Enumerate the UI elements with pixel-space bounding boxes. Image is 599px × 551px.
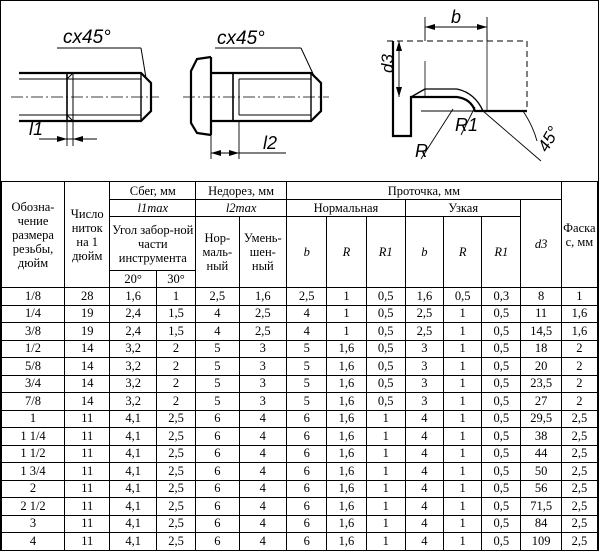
table-cell: 4 (405, 498, 443, 516)
table-cell: 14,5 (521, 323, 561, 341)
table-cell: 1,6 (561, 323, 597, 341)
table-cell: 4,1 (110, 445, 156, 463)
table-cell: 1,6 (239, 288, 287, 306)
table-cell: 1 (444, 533, 482, 551)
table-cell: 1 (444, 498, 482, 516)
table-cell: 1,6 (327, 375, 366, 393)
thread-dimensions-table (1, 181, 598, 551)
table-cell: 1 1/2 (2, 445, 65, 463)
table-row (2, 393, 598, 411)
header-angle-30: 30° (156, 271, 195, 288)
table-cell: 4 (239, 498, 287, 516)
table-cell: 2 (561, 393, 597, 411)
table-cell: 0,5 (482, 515, 521, 533)
table-cell: 2,4 (110, 305, 156, 323)
table-cell: 1,5 (156, 305, 195, 323)
table-cell: 3 (239, 358, 287, 376)
table-cell: 4,1 (110, 498, 156, 516)
table-cell: 2,5 (561, 515, 597, 533)
table-cell: 44 (521, 445, 561, 463)
table-cell: 1,6 (327, 358, 366, 376)
table-cell: 4,1 (110, 480, 156, 498)
table-cell: 6 (287, 480, 327, 498)
table-cell: 4 (239, 463, 287, 481)
table-cell: 1 3/4 (2, 463, 65, 481)
table-cell: 2,5 (561, 533, 597, 551)
table-row (2, 410, 598, 428)
table-cell: 4 (405, 463, 443, 481)
table-cell: 3,2 (110, 358, 156, 376)
figure-thread-undercut (183, 48, 329, 159)
table-cell: 3 (405, 375, 443, 393)
header-groove-normal: Нормальная (287, 200, 406, 217)
table-cell: 2 1/2 (2, 498, 65, 516)
table-cell: 1,6 (327, 515, 366, 533)
table-cell: 1 (366, 410, 405, 428)
header-designation: Обозна-чение размера резьбы, дюйм (2, 182, 65, 288)
table-cell: 14 (65, 340, 110, 358)
table-cell: 0,5 (482, 498, 521, 516)
table-cell: 1/8 (2, 288, 65, 306)
table-cell: 2,5 (405, 305, 443, 323)
table-cell: 3 (239, 340, 287, 358)
table-cell: 1,6 (327, 340, 366, 358)
table-cell: 6 (196, 445, 239, 463)
table-cell: 3 (405, 393, 443, 411)
header-groove: Проточка, мм (287, 182, 562, 200)
header-runout: Сбег, мм (110, 182, 196, 200)
table-cell: 2,5 (561, 480, 597, 498)
table-cell: 2,5 (561, 498, 597, 516)
table-cell: 4 (405, 445, 443, 463)
table-cell: 1,6 (327, 533, 366, 551)
table-cell: 1 (366, 463, 405, 481)
table-cell: 2,5 (561, 463, 597, 481)
fig3-R1-label: R1 (455, 115, 479, 135)
table-cell: 1 (366, 445, 405, 463)
table-cell: 0,5 (482, 323, 521, 341)
table-cell: 4 (287, 323, 327, 341)
table-cell: 1 (366, 498, 405, 516)
table-cell: 28 (65, 288, 110, 306)
table-cell: 1 (444, 445, 482, 463)
table-cell: 6 (196, 498, 239, 516)
fig3-R-label: R (415, 141, 428, 161)
table-cell: 1/2 (2, 340, 65, 358)
table-cell: 1,6 (405, 288, 443, 306)
table-cell: 18 (521, 340, 561, 358)
table-cell: 1 (2, 410, 65, 428)
table-cell: 1 (444, 393, 482, 411)
table-cell: 0,5 (482, 305, 521, 323)
table-cell: 84 (521, 515, 561, 533)
header-normal-b: b (287, 217, 327, 288)
table-cell: 2,5 (196, 288, 239, 306)
table-cell: 5 (196, 340, 239, 358)
header-narrow-R1: R1 (482, 217, 521, 288)
table-cell: 2,5 (561, 445, 597, 463)
table-cell: 6 (287, 428, 327, 446)
table-cell: 2,5 (561, 428, 597, 446)
fig3-angle-label: 45° (534, 123, 564, 155)
table-cell: 3 (405, 340, 443, 358)
table-cell: 1,6 (110, 288, 156, 306)
table-cell: 3/8 (2, 323, 65, 341)
table-cell: 5 (287, 340, 327, 358)
table-cell: 1,6 (327, 428, 366, 446)
header-chamfer: Фаска с, мм (561, 182, 597, 288)
table-cell: 2 (156, 393, 195, 411)
table-cell: 1 (327, 305, 366, 323)
table-row (2, 358, 598, 376)
table-cell: 3,2 (110, 340, 156, 358)
table-cell: 1 (327, 288, 366, 306)
table-cell: 4 (2, 533, 65, 551)
table-cell: 4 (405, 533, 443, 551)
table-row (2, 288, 598, 306)
table-cell: 38 (521, 428, 561, 446)
table-cell: 1 (366, 428, 405, 446)
table-cell: 6 (287, 533, 327, 551)
header-groove-narrow: Узкая (405, 200, 521, 217)
table-row (2, 515, 598, 533)
table-cell: 1,6 (327, 445, 366, 463)
header-tool-angle: Угол забор-ной части инструмента (110, 217, 196, 271)
table-cell: 0,5 (482, 340, 521, 358)
table-cell: 1 (444, 305, 482, 323)
header-threads-per-inch: Число ниток на 1 дюйм (65, 182, 110, 288)
table-cell: 4,1 (110, 515, 156, 533)
table-cell: 4 (405, 480, 443, 498)
table-cell: 4,1 (110, 463, 156, 481)
table-cell: 5 (287, 393, 327, 411)
header-undercut-normal: Нор-маль-ный (196, 217, 239, 288)
table-cell: 0,5 (482, 358, 521, 376)
table-cell: 1 (366, 533, 405, 551)
table-cell: 5 (196, 393, 239, 411)
table-cell: 1,6 (561, 305, 597, 323)
table-cell: 3 (405, 358, 443, 376)
table-cell: 0,5 (482, 428, 521, 446)
table-row (2, 323, 598, 341)
table-cell: 71,5 (521, 498, 561, 516)
fig2-chamfer-label: cx45° (217, 28, 265, 49)
header-normal-R: R (327, 217, 366, 288)
table-cell: 1 (444, 480, 482, 498)
table-cell: 1 (366, 480, 405, 498)
table-cell: 5 (287, 375, 327, 393)
table-cell: 0,5 (482, 463, 521, 481)
table-cell: 4 (405, 410, 443, 428)
table-cell: 0,3 (482, 288, 521, 306)
table-cell: 0,5 (366, 305, 405, 323)
table-cell: 2,5 (156, 428, 195, 446)
table-cell: 2 (561, 340, 597, 358)
technical-drawings (1, 1, 598, 181)
table-cell: 1,6 (327, 463, 366, 481)
table-cell: 0,5 (482, 480, 521, 498)
table-cell: 4,1 (110, 428, 156, 446)
header-normal-R1: R1 (366, 217, 405, 288)
header-d3: d3 (521, 200, 561, 288)
table-header (2, 182, 598, 288)
drawings-svg (1, 1, 598, 181)
table-row (2, 533, 598, 551)
table-row (2, 305, 598, 323)
table-cell: 11 (65, 515, 110, 533)
table-cell: 1,6 (327, 480, 366, 498)
table-cell: 50 (521, 463, 561, 481)
table-cell: 1,6 (327, 498, 366, 516)
table-row (2, 375, 598, 393)
table-cell: 6 (287, 498, 327, 516)
table-cell: 1 (156, 288, 195, 306)
table-cell: 1 (561, 288, 597, 306)
table-cell: 1,5 (156, 323, 195, 341)
table-cell: 2 (561, 358, 597, 376)
table-cell: 2,5 (561, 410, 597, 428)
table-cell: 11 (65, 463, 110, 481)
table-cell: 2 (156, 340, 195, 358)
table-cell: 6 (196, 515, 239, 533)
table-cell: 11 (65, 480, 110, 498)
table-cell: 2,5 (156, 515, 195, 533)
table-cell: 1 (444, 358, 482, 376)
header-undercut: Недорез, мм (196, 182, 287, 200)
table-cell: 2,5 (405, 323, 443, 341)
table-cell: 3 (2, 515, 65, 533)
table-cell: 0,5 (366, 288, 405, 306)
table-cell: 6 (196, 428, 239, 446)
table-cell: 4,1 (110, 410, 156, 428)
table-cell: 0,5 (366, 393, 405, 411)
table-cell: 5 (196, 358, 239, 376)
table-cell: 1 (444, 375, 482, 393)
table-cell: 3/4 (2, 375, 65, 393)
table-cell: 7/8 (2, 393, 65, 411)
table-cell: 4 (405, 515, 443, 533)
table-cell: 2,5 (239, 305, 287, 323)
fig3-d3-label: d3 (378, 54, 397, 73)
table-cell: 29,5 (521, 410, 561, 428)
table-cell: 2 (2, 480, 65, 498)
table-cell: 1,6 (327, 410, 366, 428)
fig1-chamfer-label: cx45° (63, 27, 111, 48)
table-cell: 27 (521, 393, 561, 411)
table-cell: 0,5 (482, 393, 521, 411)
table-cell: 2,5 (156, 480, 195, 498)
table-cell: 4 (239, 410, 287, 428)
table-cell: 4 (287, 305, 327, 323)
table-cell: 0,5 (482, 375, 521, 393)
table-cell: 8 (521, 288, 561, 306)
table-cell: 0,5 (366, 340, 405, 358)
table-cell: 0,5 (482, 445, 521, 463)
table-cell: 14 (65, 393, 110, 411)
table-cell: 5 (287, 358, 327, 376)
table-cell: 3 (239, 375, 287, 393)
header-angle-20: 20° (110, 271, 156, 288)
table-cell: 4 (405, 428, 443, 446)
table-cell: 5 (196, 375, 239, 393)
table-cell: 4 (239, 480, 287, 498)
table-cell: 0,5 (366, 358, 405, 376)
header-runout-symbol: l1max (110, 200, 196, 217)
table-cell: 11 (65, 410, 110, 428)
header-narrow-R: R (444, 217, 482, 288)
table-cell: 4 (239, 428, 287, 446)
table-cell: 0,5 (366, 323, 405, 341)
table-cell: 3,2 (110, 393, 156, 411)
table-cell: 2 (156, 358, 195, 376)
table-cell: 14 (65, 375, 110, 393)
table-cell: 1 (444, 428, 482, 446)
table-cell: 2,5 (239, 323, 287, 341)
table-cell: 1/4 (2, 305, 65, 323)
fig3-b-label: b (451, 7, 462, 27)
table-row (2, 480, 598, 498)
table-cell: 56 (521, 480, 561, 498)
table-cell: 19 (65, 305, 110, 323)
table-cell: 4,1 (110, 533, 156, 551)
table-cell: 5/8 (2, 358, 65, 376)
table-cell: 3,2 (110, 375, 156, 393)
table-cell: 6 (196, 463, 239, 481)
table-cell: 4 (239, 445, 287, 463)
table-row (2, 498, 598, 516)
table-cell: 6 (287, 445, 327, 463)
table-cell: 1 (444, 463, 482, 481)
table-cell: 20 (521, 358, 561, 376)
table-cell: 11 (65, 445, 110, 463)
table-cell: 11 (65, 498, 110, 516)
table-cell: 2,4 (110, 323, 156, 341)
header-undercut-symbol: l2max (196, 200, 287, 217)
table-cell: 23,5 (521, 375, 561, 393)
table-cell: 1 1/4 (2, 428, 65, 446)
table-cell: 2,5 (156, 498, 195, 516)
table-cell: 0,5 (482, 410, 521, 428)
table-cell: 6 (287, 463, 327, 481)
table-cell: 2,5 (287, 288, 327, 306)
table-cell: 19 (65, 323, 110, 341)
table-cell: 2,5 (156, 410, 195, 428)
table-cell: 1 (444, 340, 482, 358)
header-narrow-b: b (405, 217, 443, 288)
table-row (2, 428, 598, 446)
table-cell: 4 (196, 323, 239, 341)
table-cell: 1,6 (327, 393, 366, 411)
table-cell: 1 (444, 515, 482, 533)
table-cell: 6 (196, 533, 239, 551)
table-row (2, 463, 598, 481)
table-cell: 0,5 (482, 533, 521, 551)
table-cell: 0,5 (366, 375, 405, 393)
table-cell: 2,5 (156, 533, 195, 551)
table-cell: 1 (327, 323, 366, 341)
table-cell: 4 (239, 515, 287, 533)
table-cell: 3 (239, 393, 287, 411)
table-cell: 1 (444, 323, 482, 341)
table-cell: 2 (156, 375, 195, 393)
table-cell: 4 (196, 305, 239, 323)
table-cell: 2,5 (156, 463, 195, 481)
table-cell: 109 (521, 533, 561, 551)
table-cell: 2 (561, 375, 597, 393)
table-cell: 6 (196, 480, 239, 498)
table-body (2, 288, 598, 551)
table-cell: 6 (287, 515, 327, 533)
fig2-l2-label: l2 (263, 133, 278, 153)
header-undercut-reduced: Умень-шен-ный (239, 217, 287, 288)
table-row (2, 445, 598, 463)
table-cell: 6 (196, 410, 239, 428)
table-row (2, 340, 598, 358)
table-cell: 11 (521, 305, 561, 323)
figure-groove-profile (387, 17, 541, 161)
table-cell: 1 (444, 410, 482, 428)
table-cell: 2,5 (156, 445, 195, 463)
table-cell: 0,5 (444, 288, 482, 306)
table-cell: 11 (65, 533, 110, 551)
table-cell: 4 (239, 533, 287, 551)
table-cell: 1 (366, 515, 405, 533)
fig1-l1-label: l1 (29, 119, 44, 139)
table-cell: 6 (287, 410, 327, 428)
table-cell: 14 (65, 358, 110, 376)
table-cell: 11 (65, 428, 110, 446)
